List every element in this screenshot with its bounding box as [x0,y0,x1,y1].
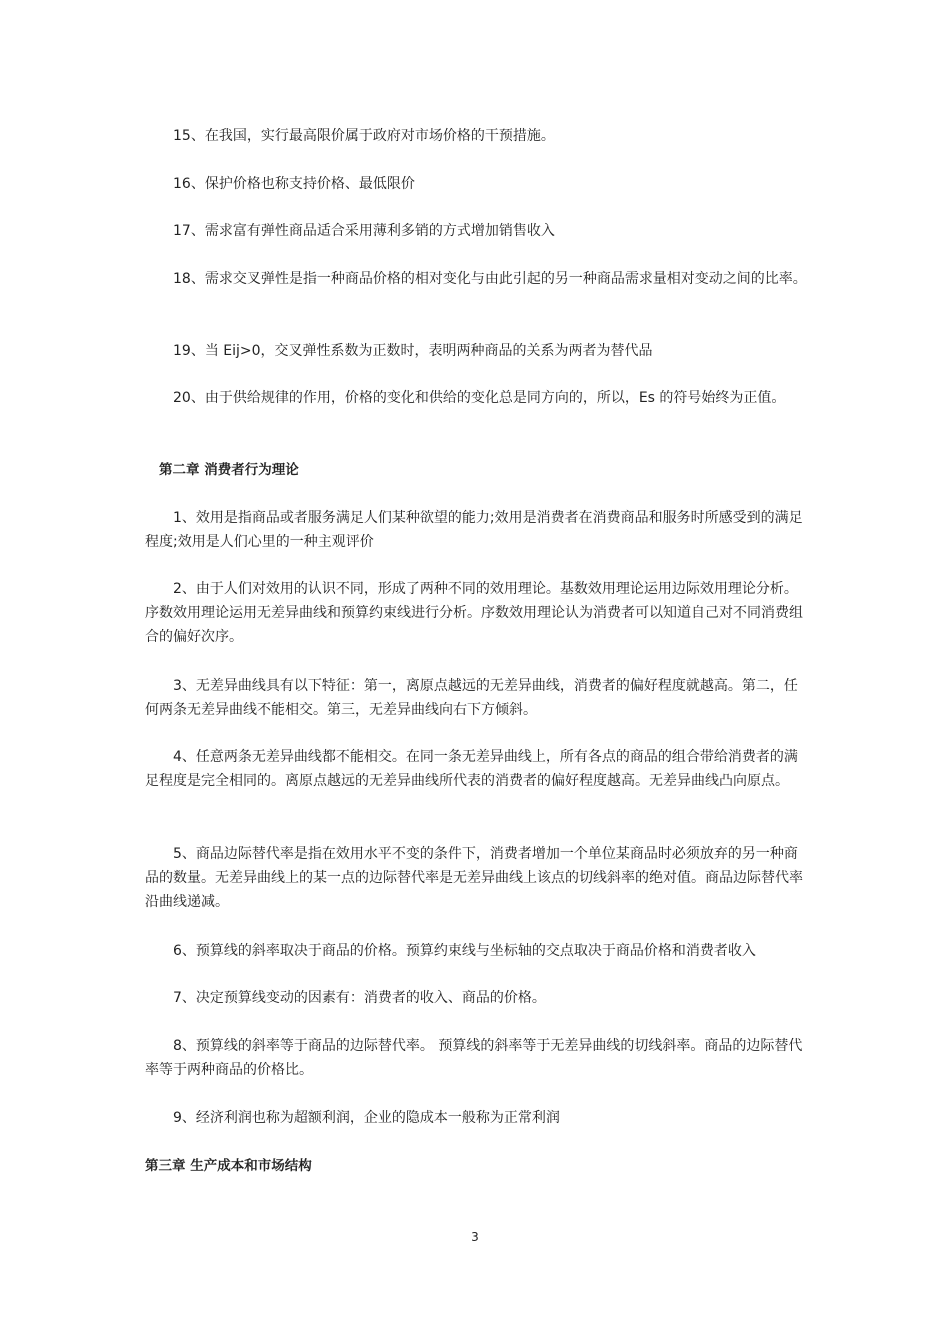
chapter-2-heading: 第二章 消费者行为理论 [159,462,299,478]
page-number: 3 [471,1230,479,1244]
chapter-2-item-4: 4、任意两条无差异曲线都不能相交。在同一条无差异曲线上，所有各点的商品的组合带给消费者的满足程度是完全相同的。离原点越远的无差异曲线所代表的消费者的偏好程度越高。无差异曲线凸向原点。 [145,749,798,789]
chapter-2-item-1: 1、效用是指商品或者服务满足人们某种欲望的能力;效用是消费者在消费商品和服务时所感受到的满足程度;效用是人们心里的一种主观评价 [145,510,803,550]
chapter-2-item-5: 5、商品边际替代率是指在效用水平不变的条件下，消费者增加一个单位某商品时必须放弃的另一种商品的数量。无差异曲线上的某一点的边际替代率是无差异曲线上该点的切线斜率的绝对值。商品边际替代率沿曲线递减。 [145,846,803,910]
chapter-3-heading: 第三章 生产成本和市场结构 [145,1158,312,1174]
paragraph-item-18: 18、需求交叉弹性是指一种商品价格的相对变化与由此引起的另一种商品需求量相对变动之间的比率。 [173,271,807,287]
paragraph-item-16: 16、保护价格也称支持价格、最低限价 [173,176,415,192]
chapter-2-item-3: 3、无差异曲线具有以下特征：第一，离原点越远的无差异曲线，消费者的偏好程度就越高。第二，任何两条无差异曲线不能相交。第三，无差异曲线向右下方倾斜。 [145,678,798,718]
chapter-2-item-8: 8、预算线的斜率等于商品的边际替代率。 预算线的斜率等于无差异曲线的切线斜率。商品的边际替代率等于两种商品的价格比。 [145,1038,803,1078]
chapter-2-item-6: 6、预算线的斜率取决于商品的价格。预算约束线与坐标轴的交点取决于商品价格和消费者收入 [173,943,756,959]
paragraph-item-15: 15、在我国，实行最高限价属于政府对市场价格的干预措施。 [173,128,555,144]
chapter-2-item-9: 9、经济利润也称为超额利润，企业的隐成本一般称为正常利润 [173,1110,560,1126]
paragraph-item-17: 17、需求富有弹性商品适合采用薄利多销的方式增加销售收入 [173,223,555,239]
paragraph-item-19: 19、当 Eij>0，交叉弹性系数为正数时，表明两种商品的关系为两者为替代品 [173,343,653,359]
chapter-2-item-7: 7、决定预算线变动的因素有：消费者的收入、商品的价格。 [173,990,546,1006]
paragraph-item-20: 20、由于供给规律的作用，价格的变化和供给的变化总是同方向的，所以，Es 的符号始终为正值。 [173,390,786,406]
chapter-2-item-2: 2、由于人们对效用的认识不同，形成了两种不同的效用理论。基数效用理论运用边际效用理论分析。序数效用理论运用无差异曲线和预算约束线进行分析。序数效用理论认为消费者可以知道自己对不同消费组合的偏好次序。 [145,581,803,645]
